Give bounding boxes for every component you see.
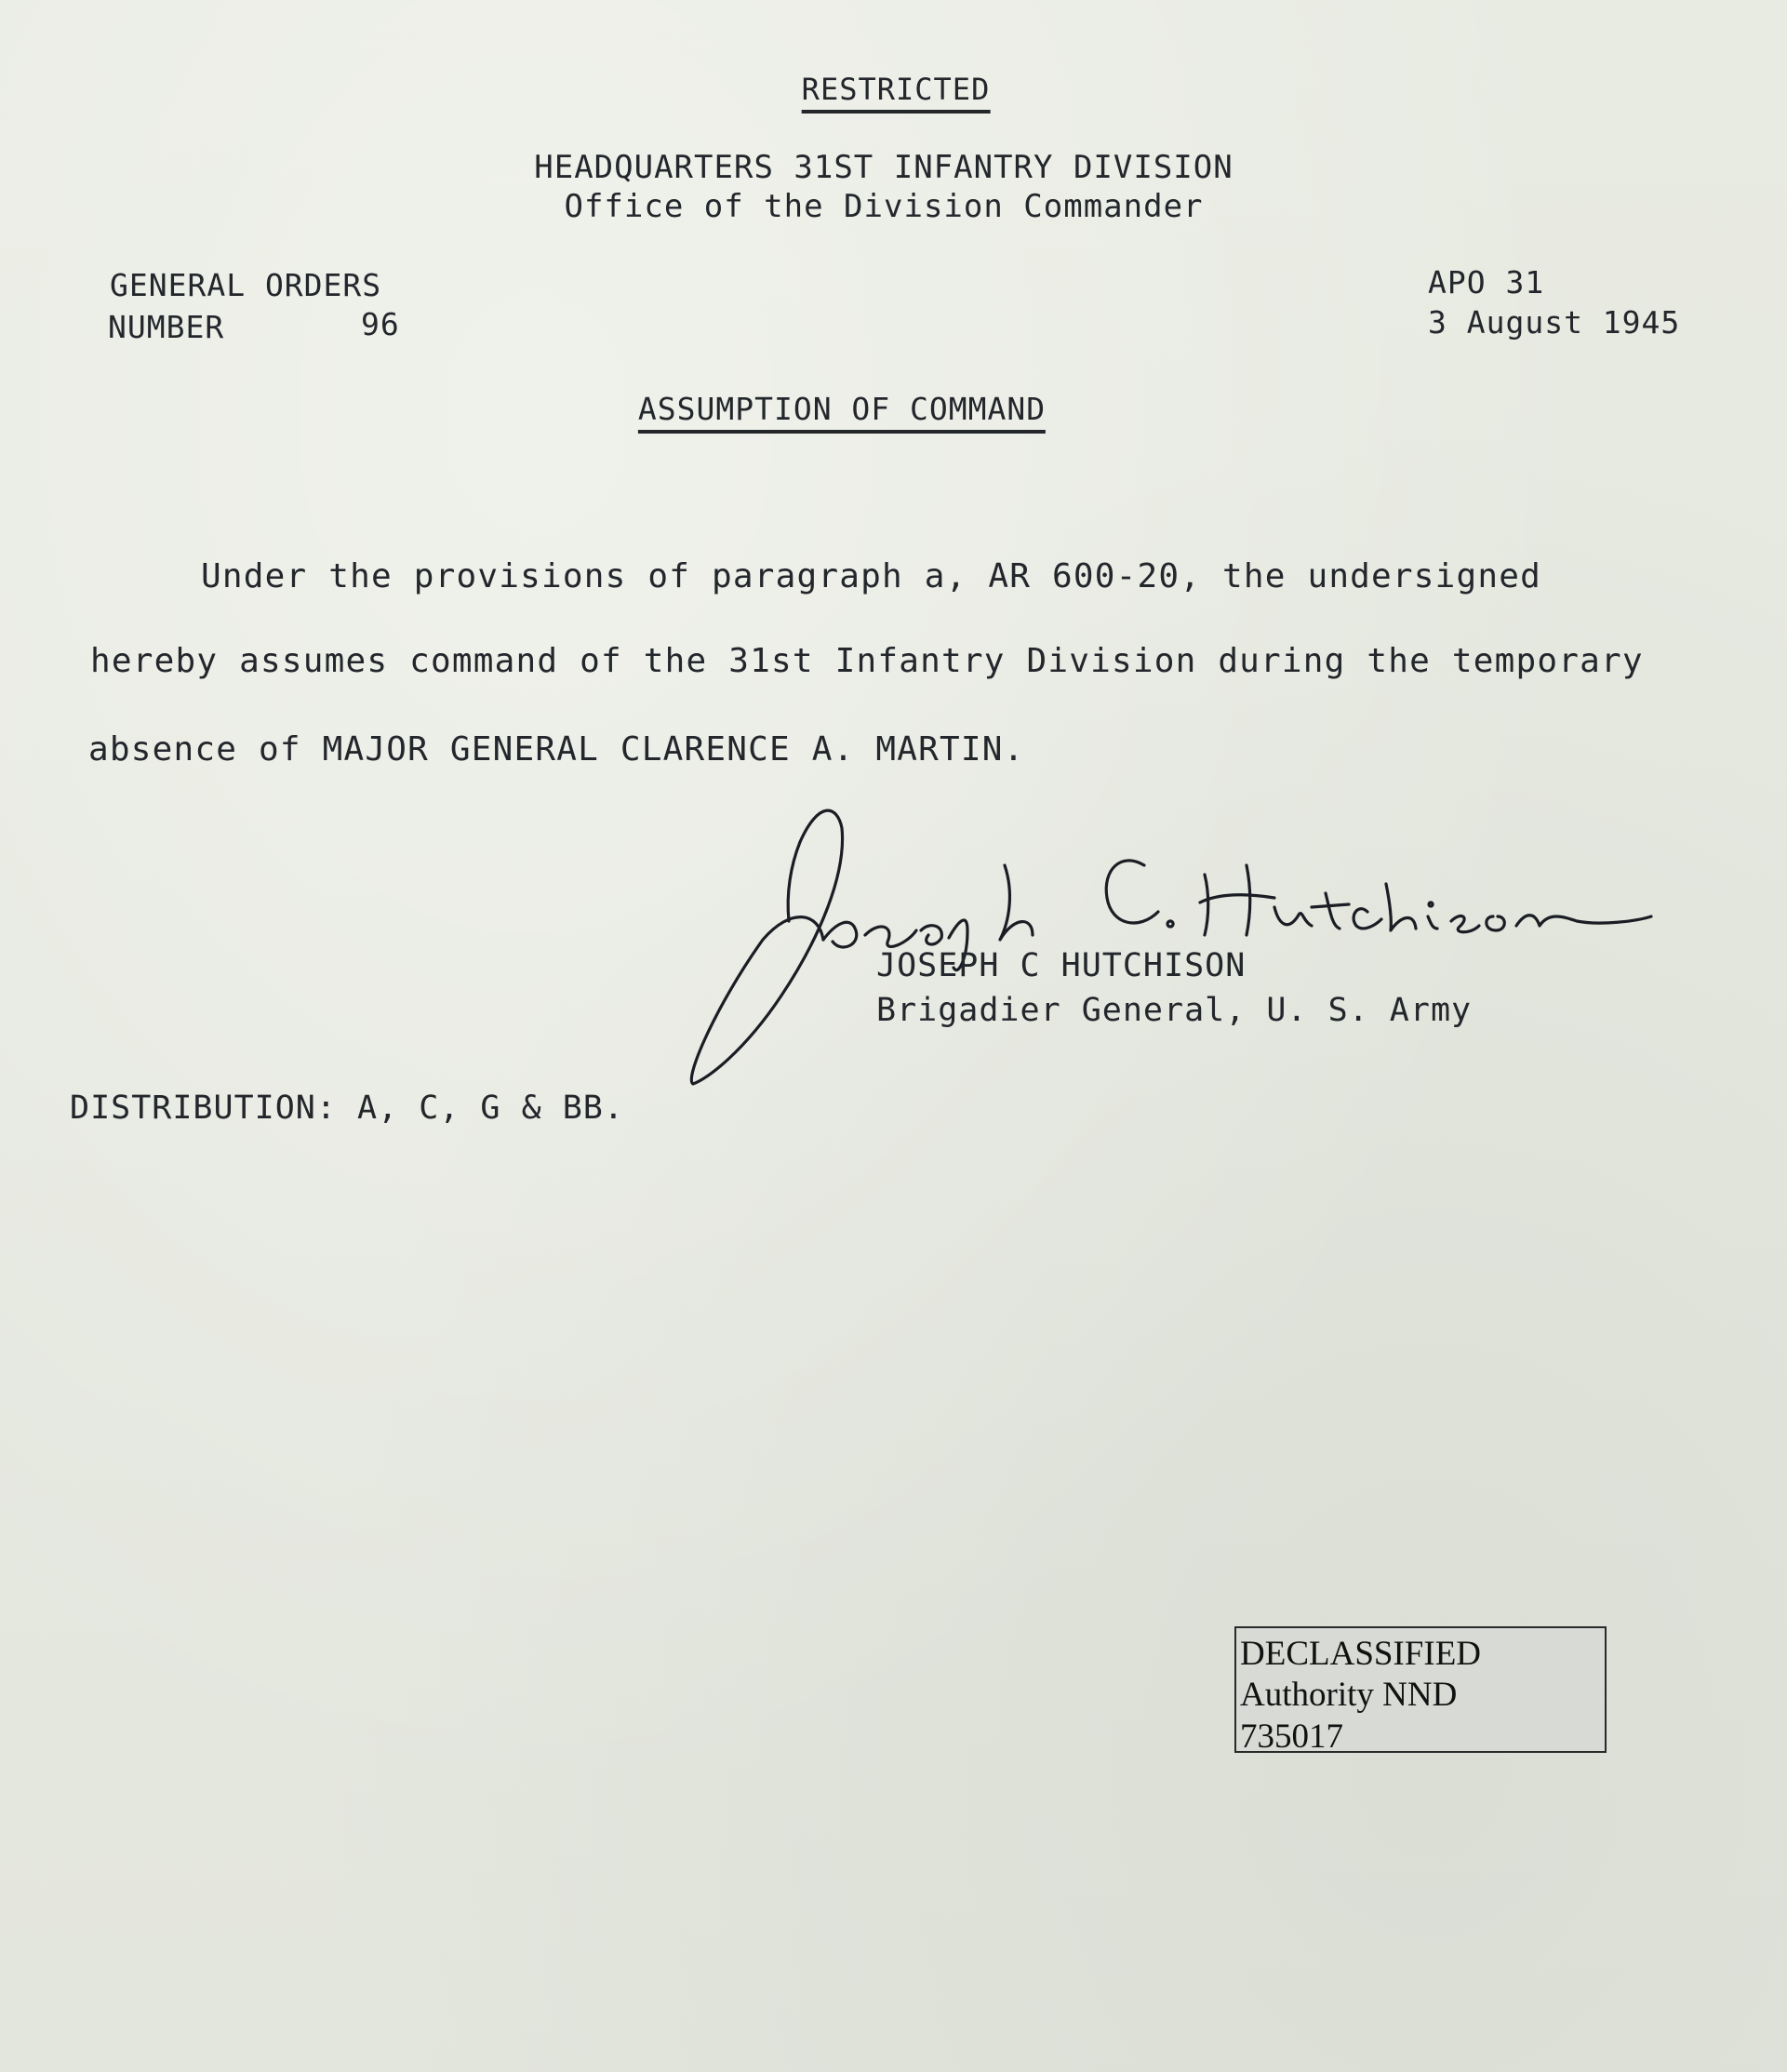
declassified-stamp: [1234, 1626, 1607, 1753]
order-number: 96: [361, 306, 400, 342]
office-line: Office of the Division Commander: [564, 188, 1204, 225]
distribution-line: DISTRIBUTION: A, C, G & BB.: [70, 1089, 624, 1127]
signature-rank: Brigadier General, U. S. Army: [876, 992, 1473, 1029]
signature-typed-name: JOSEPH C HUTCHISON: [876, 947, 1247, 984]
apo-label: APO 31: [1428, 264, 1545, 301]
body-line-3: absence of MAJOR GENERAL CLARENCE A. MARTIN.: [88, 730, 1025, 769]
classification-label: RESTRICTED: [802, 74, 991, 114]
declassified-stamp-line-1: DECLASSIFIED: [1240, 1635, 1482, 1673]
headquarters-line: HEADQUARTERS 31ST INFANTRY DIVISION: [534, 149, 1234, 186]
order-date: 3 August 1945: [1428, 304, 1681, 341]
general-orders-label: GENERAL ORDERS: [110, 267, 382, 303]
body-line-1: Under the provisions of paragraph a, AR 600-20, the undersigned: [201, 557, 1542, 595]
order-title: ASSUMPTION OF COMMAND: [638, 394, 1046, 434]
body-line-2: hereby assumes command of the 31st Infantry Division during the temporary: [90, 642, 1644, 680]
declassified-stamp-line-2: Authority NND: [1240, 1676, 1458, 1715]
number-label: NUMBER: [108, 309, 225, 345]
declassified-stamp-line-3: 735017: [1240, 1717, 1343, 1753]
